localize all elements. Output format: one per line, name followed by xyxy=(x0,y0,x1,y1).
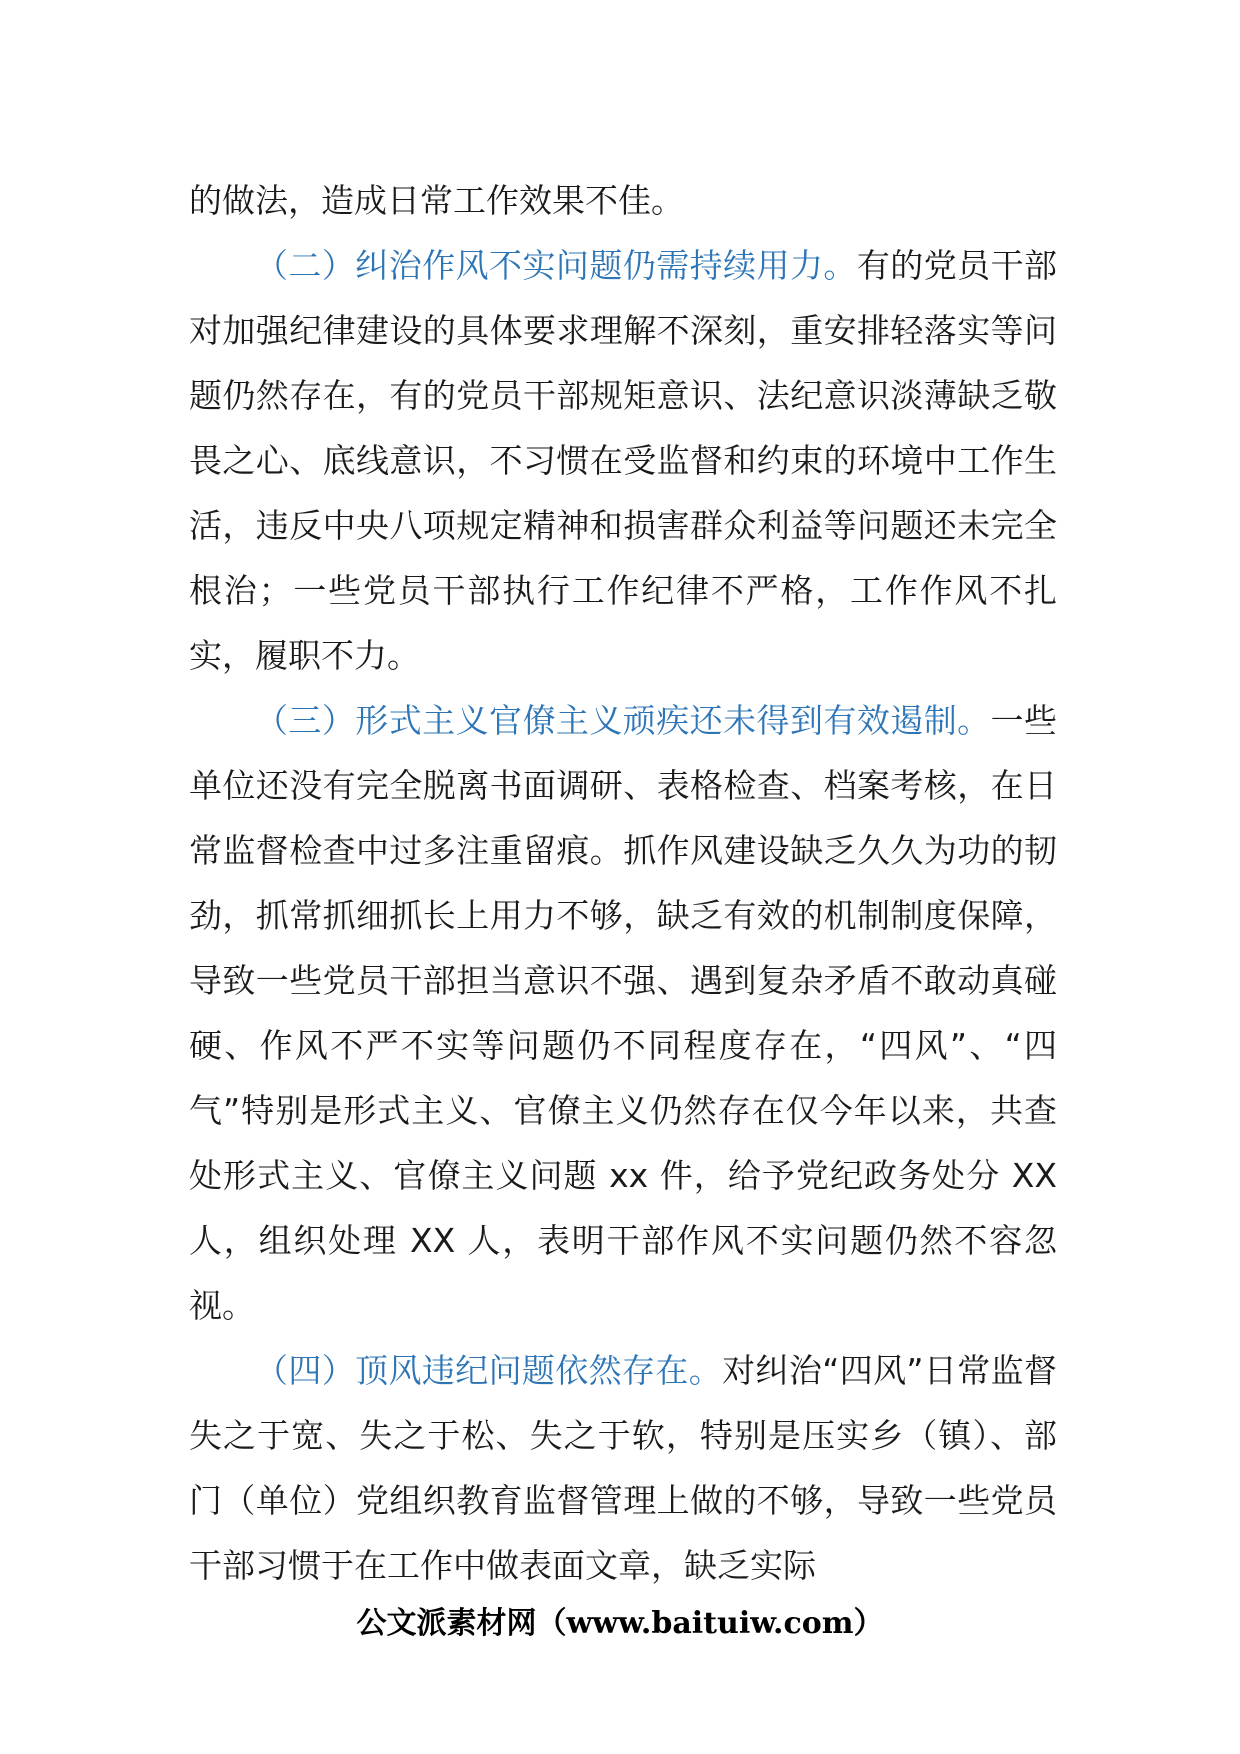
section-heading-4: （四）顶风违纪问题依然存在。 xyxy=(255,1351,723,1390)
paragraph-3 xyxy=(189,688,1057,1338)
paragraph-2 xyxy=(189,233,1057,688)
section-heading-3: （三）形式主义官僚主义顽疾还未得到有效遏制。 xyxy=(255,701,991,740)
document-body xyxy=(189,168,1057,1598)
paragraph-text: 有的党员干部对加强纪律建设的具体要求理解不深刻，重安排轻落实等问题仍然存在，有的党员干部规矩意识、法纪意识淡薄缺乏敬畏之心、底线意识，不习惯在受监督和约束的环境中工作生活，违反中央八项规定精神和损害群众利益等问题还未完全根治；一些党员干部执行工作纪律不严格，工作作风不扎实，履职不力。 xyxy=(189,246,1058,675)
paragraph-continued xyxy=(189,168,1057,233)
footer-watermark: 公文派素材网（www.baituiw.com） xyxy=(356,1606,884,1641)
paragraph-text: 的做法，造成日常工作效果不佳。 xyxy=(189,181,684,220)
paragraph-text: 一些单位还没有完全脱离书面调研、表格检查、档案考核，在日常监督检查中过多注重留痕。抓作风建设缺乏久久为功的韧劲，抓常抓细抓长上用力不够，缺乏有效的机制制度保障，导致一些党员干部担当意识不强、遇到复杂矛盾不敢动真碰硬、作风不严不实等问题仍不同程度存在，“四风”、“四气”特别是形式主义、官僚主义仍然存在仅今年以来，共查处形式主义、官僚主义问题 xx 件，给予党纪政务处分 XX 人，组织处理 XX 人，表明干部作风不实问题仍然不容忽视。 xyxy=(189,701,1058,1325)
section-heading-2: （二）纠治作风不实问题仍需持续用力。 xyxy=(255,246,857,285)
paragraph-4 xyxy=(189,1338,1057,1598)
paragraph-text: 对纠治“四风”日常监督失之于宽、失之于松、失之于软，特别是压实乡（镇）、部门（单位）党组织教育监督管理上做的不够，导致一些党员干部习惯于在工作中做表面文章，缺乏实际 xyxy=(189,1351,1057,1585)
